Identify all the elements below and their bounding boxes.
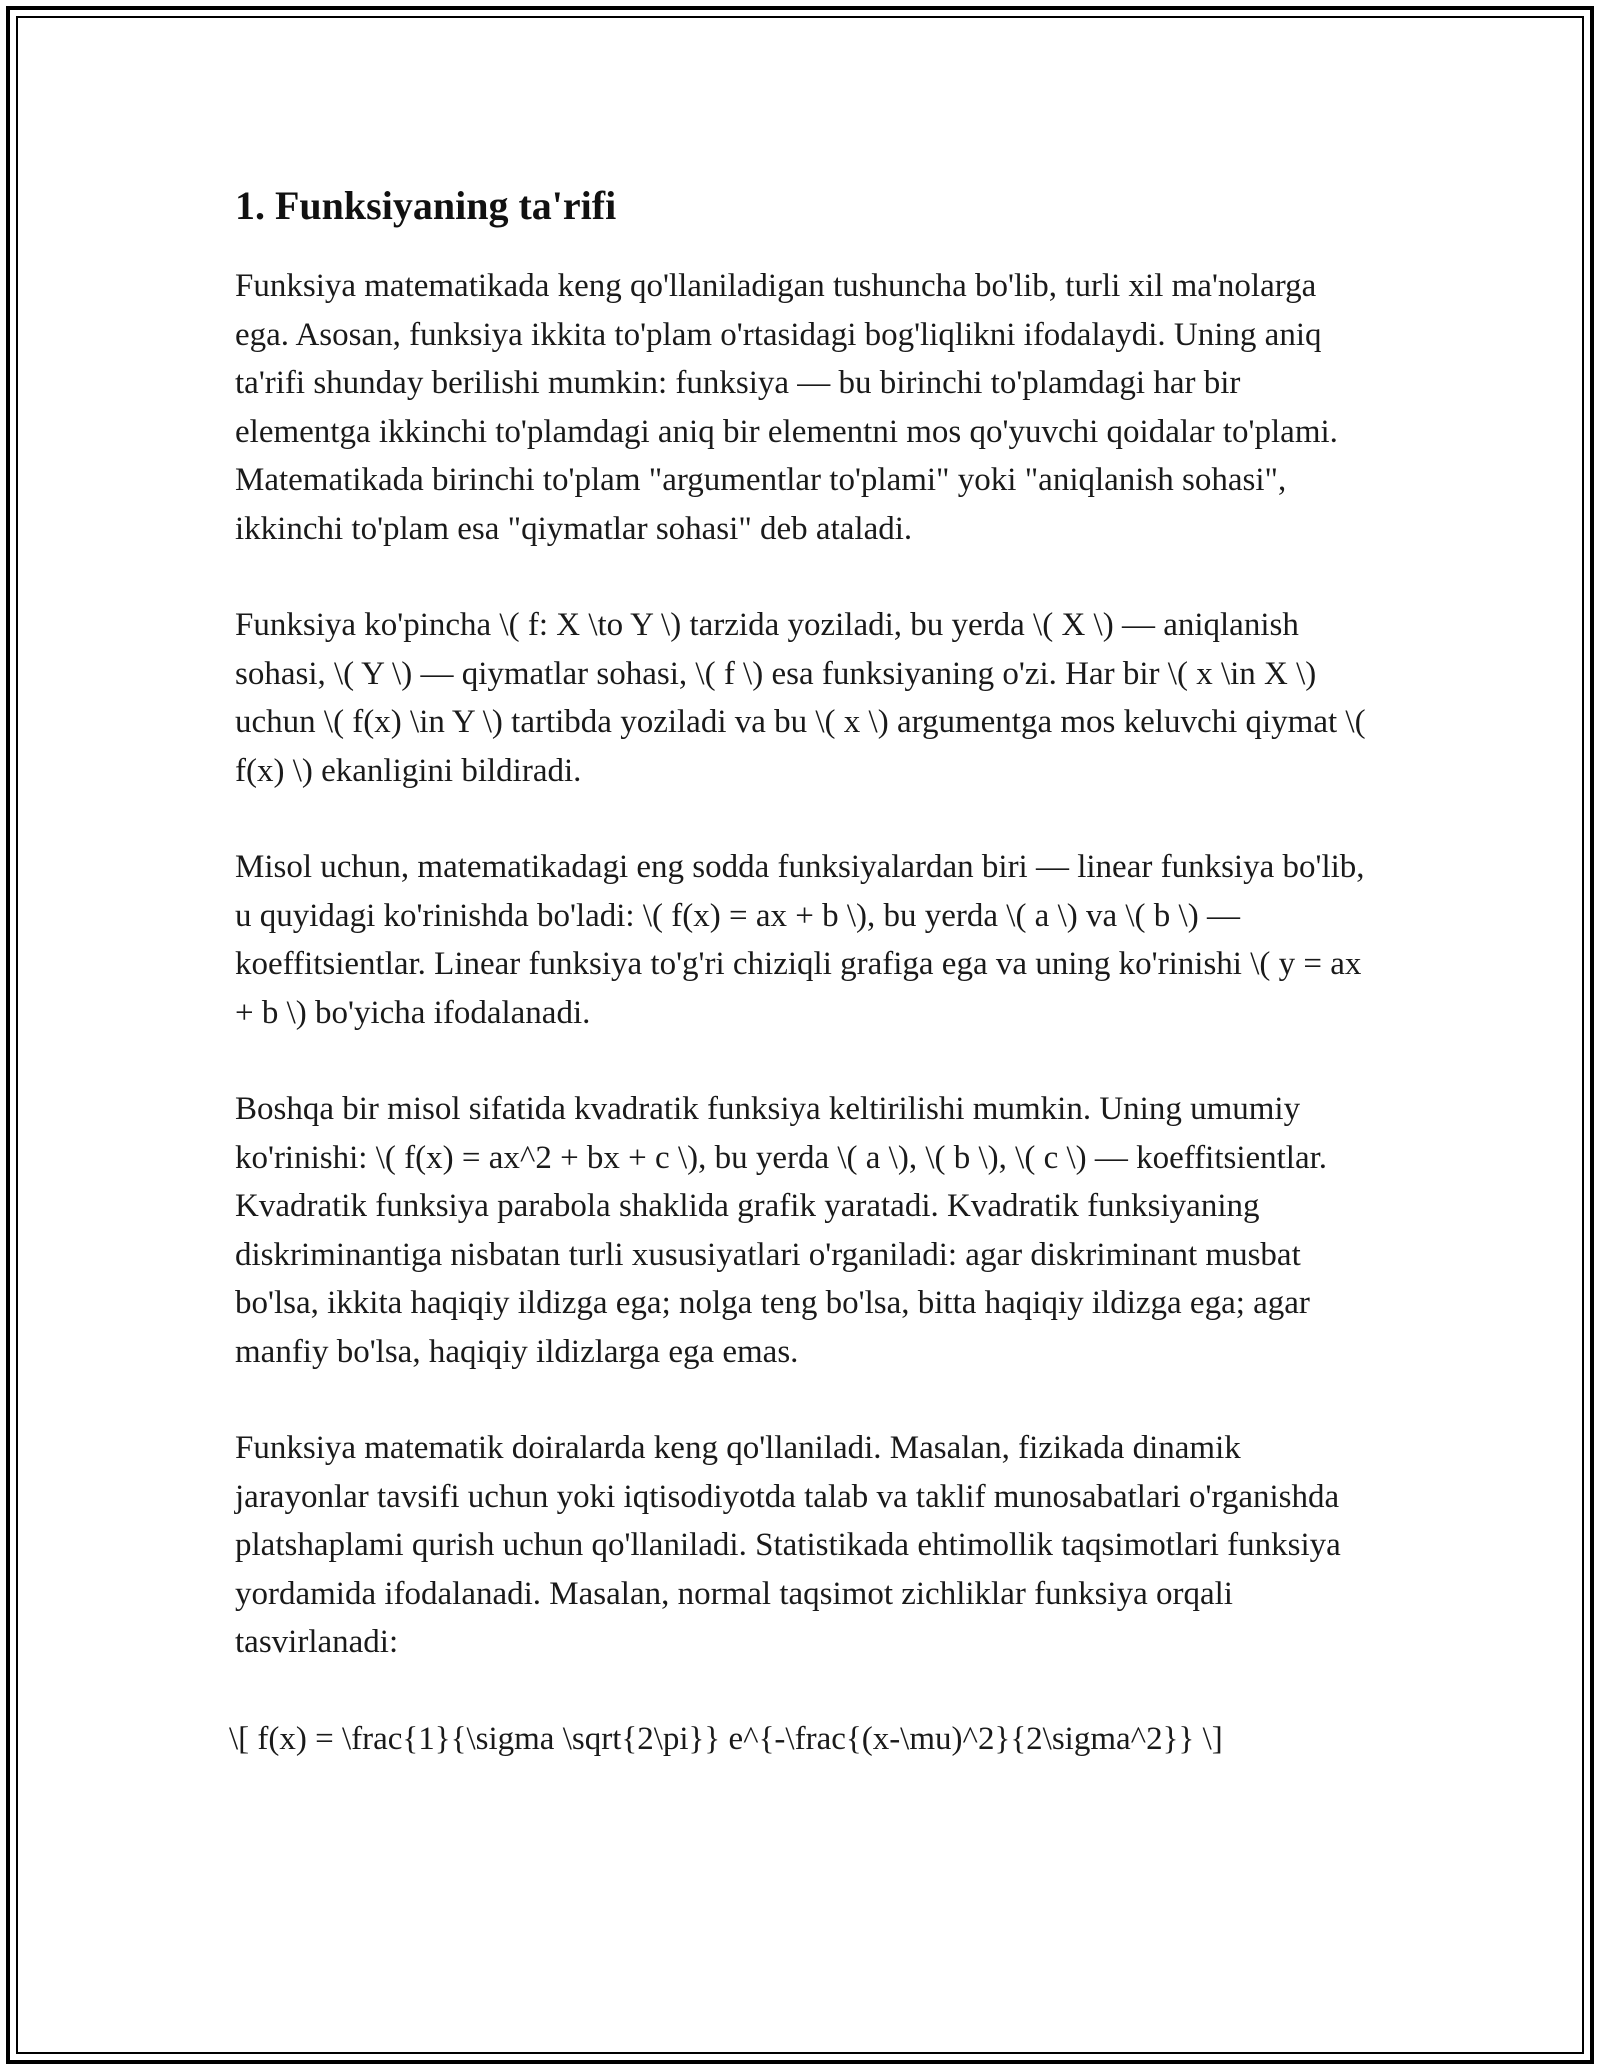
document-body — [229, 180, 1375, 1811]
normal-distribution-formula: \[ f(x) = \frac{1}{\sigma \sqrt{2\pi}} e^{-\frac{(x-\mu)^2}{2\sigma^2}} \] — [229, 1720, 1223, 1757]
section-heading: 1. Funksiyaning ta'rifi — [235, 183, 617, 228]
paragraph-notation: Funksiya ko'pincha \( f: X \to Y \) tarzida yoziladi, bu yerda \( X \) — aniqlanish sohasi, \( Y \) — qiymatlar sohasi, \( f \) esa funksiyaning o'zi. Har bir \( x \in X \) uchun \( f(x) \in Y \) tartibda yoziladi va bu \( x \) argumentga mos keluvchi qiymat \( f(x) \) ekanligini bildiradi. — [235, 607, 1366, 789]
paragraph-linear-example: Misol uchun, matematikadagi eng sodda funksiyalardan biri — linear funksiya bo'lib, u quyidagi ko'rinishda bo'ladi: \( f(x) = ax + b \), bu yerda \( a \) va \( b \) — koeffitsientlar. Linear funksiya to'g'ri chiziqli grafiga ega va uning ko'rinishi \( y = ax + b \) bo'yicha ifodalanadi. — [235, 849, 1365, 1031]
paragraph-quadratic-example: Boshqa bir misol sifatida kvadratik funksiya keltirilishi mumkin. Uning umumiy ko'rinishi: \( f(x) = ax^2 + bx + c \), bu yerda \( a \), \( b \), \( c \) — koeffitsientlar. Kvadratik funksiya parabola shaklida grafik yaratadi. Kvadratik funksiyaning diskriminantiga nisbatan turli xususiyatlari o'rganiladi: agar diskriminant musbat bo'lsa, ikkita haqiqiy ildizga ega; nolga teng bo'lsa, bitta haqiqiy ildizga ega; agar manfiy bo'lsa, haqiqiy ildizlarga ega emas. — [235, 1091, 1328, 1370]
paragraph-definition: Funksiya matematikada keng qo'llaniladigan tushuncha bo'lib, turli xil ma'nolarga ega. Asosan, funksiya ikkita to'plam o'rtasidagi bog'liqlikni ifodalaydi. Uning aniq ta'rifi shunday berilishi mumkin: funksiya — bu birinchi to'plamdagi har bir elementga ikkinchi to'plamdagi aniq bir elementni mos qo'yuvchi qoidalar to'plami. Matematikada birinchi to'plam "argumentlar to'plami" yoki "aniqlanish sohasi", ikkinchi to'plam esa "qiymatlar sohasi" deb ataladi. — [235, 268, 1338, 547]
paragraph-applications: Funksiya matematik doiralarda keng qo'llaniladi. Masalan, fizikada dinamik jarayonlar tavsifi uchun yoki iqtisodiyotda talab va taklif munosabatlari o'rganishda platshaplami qurish uchun qo'llaniladi. Statistikada ehtimollik taqsimotlari funksiya yordamida ifodalanadi. Masalan, normal taqsimot zichliklar funksiya orqali tasvirlanadi: — [235, 1430, 1341, 1660]
